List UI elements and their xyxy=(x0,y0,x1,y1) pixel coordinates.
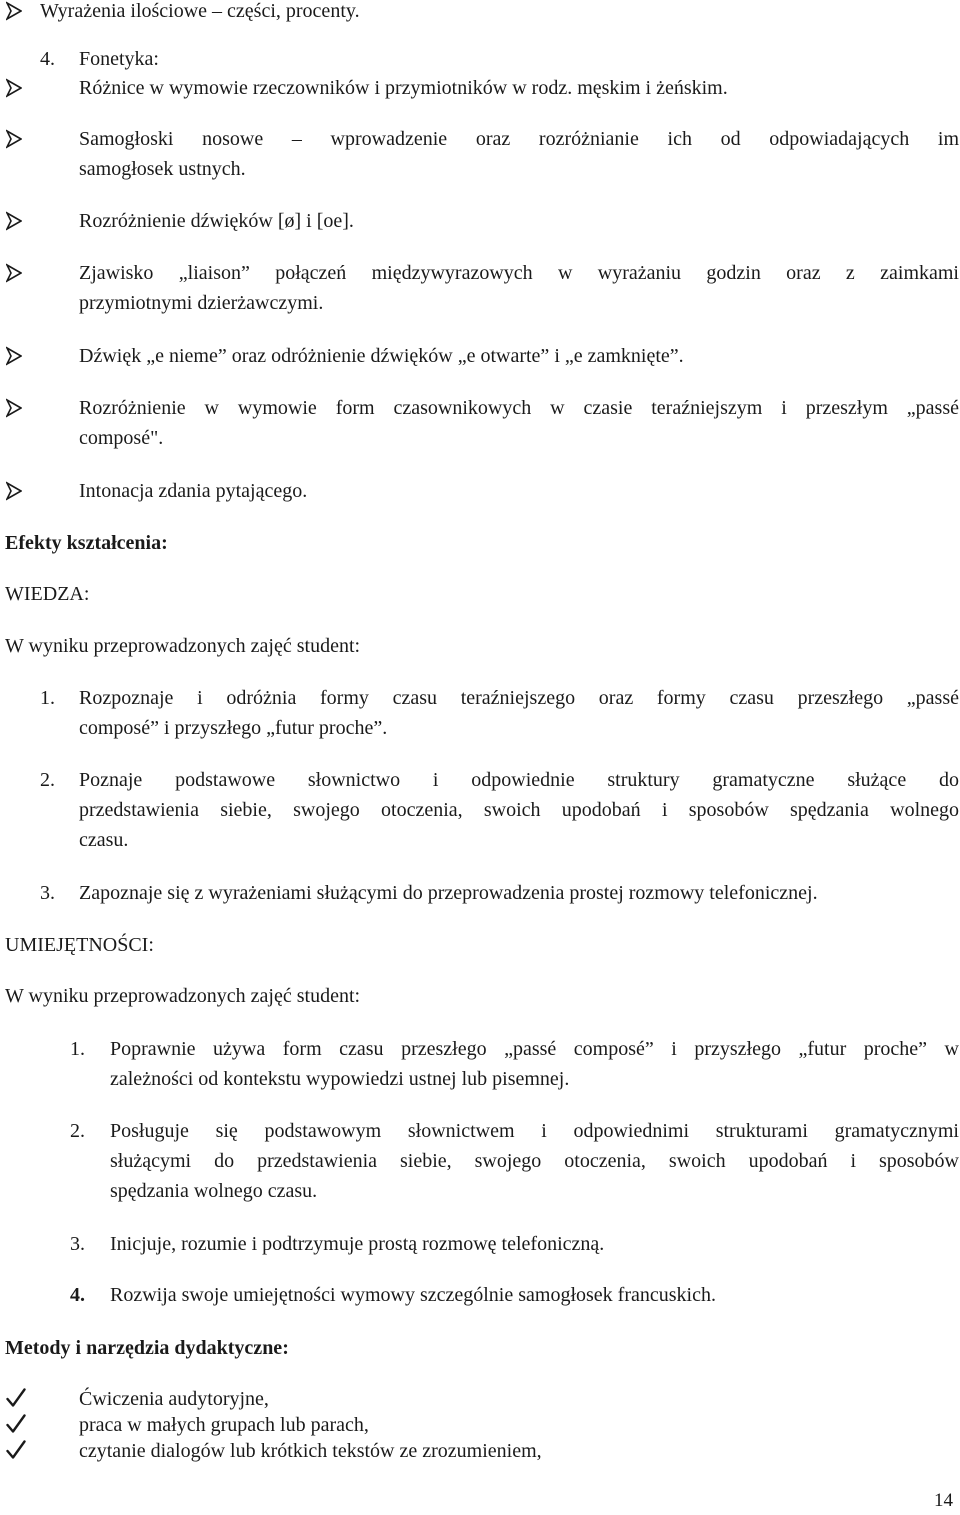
list-item-text xyxy=(110,1034,959,1094)
arrow-bullet-icon xyxy=(6,393,22,423)
arrow-bullet-icon xyxy=(6,206,22,236)
arrow-bullet-icon xyxy=(6,124,22,154)
checkmark-icon xyxy=(6,1386,26,1410)
text-line: zależności od kontekstu wypowiedzi ustnej lub pisemnej. xyxy=(110,1068,570,1090)
item-number: 3. xyxy=(70,1233,85,1255)
text-line: Zjawisko „liaison” połączeń międzywyrazowych w wyrażaniu godzin oraz z zaimkami xyxy=(79,262,959,284)
item-number: 1. xyxy=(40,687,55,709)
text-line: composé” i przyszłego „futur proche”. xyxy=(79,717,388,739)
subheading-knowledge: WIEDZA: xyxy=(5,583,90,605)
method-item: czytanie dialogów lub krótkich tekstów ze zrozumieniem, xyxy=(79,1440,542,1462)
text-line: composé". xyxy=(79,427,164,449)
text-line: czasu. xyxy=(79,829,129,851)
item-number: 1. xyxy=(70,1038,85,1060)
item-number: 2. xyxy=(40,769,55,791)
checkmark-icon xyxy=(6,1438,26,1462)
text-line: Rozpoznaje i odróżnia formy czasu teraźniejszego oraz formy czasu przeszłego „passé xyxy=(79,687,959,709)
text-line: Rozróżnienie w wymowie form czasownikowych w czasie teraźniejszym i przeszłym „passé xyxy=(79,397,959,419)
text-line: spędzania wolnego czasu. xyxy=(110,1180,318,1202)
bullet-text: Wyrażenia ilościowe – części, procenty. xyxy=(40,0,360,22)
arrow-bullet-icon xyxy=(6,0,22,26)
arrow-bullet-icon xyxy=(6,341,22,371)
item-number: 3. xyxy=(40,882,55,904)
text-line: służącymi do przedstawienia siebie, swojego otoczenia, swoich upodobań i sposobów xyxy=(110,1150,959,1172)
intro-text: W wyniku przeprowadzonych zajęć student: xyxy=(5,635,361,657)
item-number: 4. xyxy=(70,1284,85,1306)
text-line: Poznaje podstawowe słownictwo i odpowiednie struktury gramatyczne służące do xyxy=(79,769,959,791)
section-heading-outcomes: Efekty kształcenia: xyxy=(5,532,168,554)
text-line: przedstawienia siebie, swojego otoczenia, swoich upodobań i sposobów spędzania wolnego xyxy=(79,799,959,821)
arrow-bullet-icon xyxy=(6,73,22,103)
text-line: Poprawnie używa form czasu przeszłego „passé composé” i przyszłego „futur proche” w xyxy=(110,1038,959,1060)
list-item-text xyxy=(79,765,959,855)
bullet-text xyxy=(79,393,959,453)
text-line: przymiotnymi dzierżawczymi. xyxy=(79,292,324,314)
arrow-bullet-icon xyxy=(6,476,22,506)
text-line: samogłosek ustnych. xyxy=(79,158,246,180)
section-heading-phonetics: Fonetyka: xyxy=(79,48,159,70)
list-item-text: Zapoznaje się z wyrażeniami służącymi do przeprowadzenia prostej rozmowy telefonicznej. xyxy=(79,882,818,904)
list-item-text xyxy=(110,1116,959,1206)
bullet-text: Dźwięk „e nieme” oraz odróżnienie dźwięków „e otwarte” i „e zamknięte”. xyxy=(79,345,684,367)
bullet-text: Rozróżnienie dźwięków [ø] i [oe]. xyxy=(79,210,354,232)
bullet-text xyxy=(79,258,959,318)
method-item: praca w małych grupach lub parach, xyxy=(79,1414,369,1436)
section-number: 4. xyxy=(40,48,55,70)
bullet-text: Intonacja zdania pytającego. xyxy=(79,480,308,502)
intro-text: W wyniku przeprowadzonych zajęć student: xyxy=(5,985,361,1007)
arrow-bullet-icon xyxy=(6,258,22,288)
text-line: Posługuje się podstawowym słownictwem i odpowiednimi strukturami gramatycznymi xyxy=(110,1120,959,1142)
list-item-text: Inicjuje, rozumie i podtrzymuje prostą rozmowę telefoniczną. xyxy=(110,1233,605,1255)
checkmark-icon xyxy=(6,1412,26,1436)
text-line: Samogłoski nosowe – wprowadzenie oraz rozróżnianie ich od odpowiadających im xyxy=(79,128,959,150)
list-item-text xyxy=(79,683,959,743)
list-item-text: Rozwija swoje umiejętności wymowy szczególnie samogłosek francuskich. xyxy=(110,1284,716,1306)
item-number: 2. xyxy=(70,1120,85,1142)
method-item: Ćwiczenia audytoryjne, xyxy=(79,1388,269,1410)
section-heading-methods: Metody i narzędzia dydaktyczne: xyxy=(5,1337,289,1359)
bullet-text xyxy=(79,124,959,184)
page-number: 14 xyxy=(934,1490,953,1511)
bullet-text: Różnice w wymowie rzeczowników i przymiotników w rodz. męskim i żeńskim. xyxy=(79,77,728,99)
subheading-skills: UMIEJĘTNOŚCI: xyxy=(5,934,154,956)
